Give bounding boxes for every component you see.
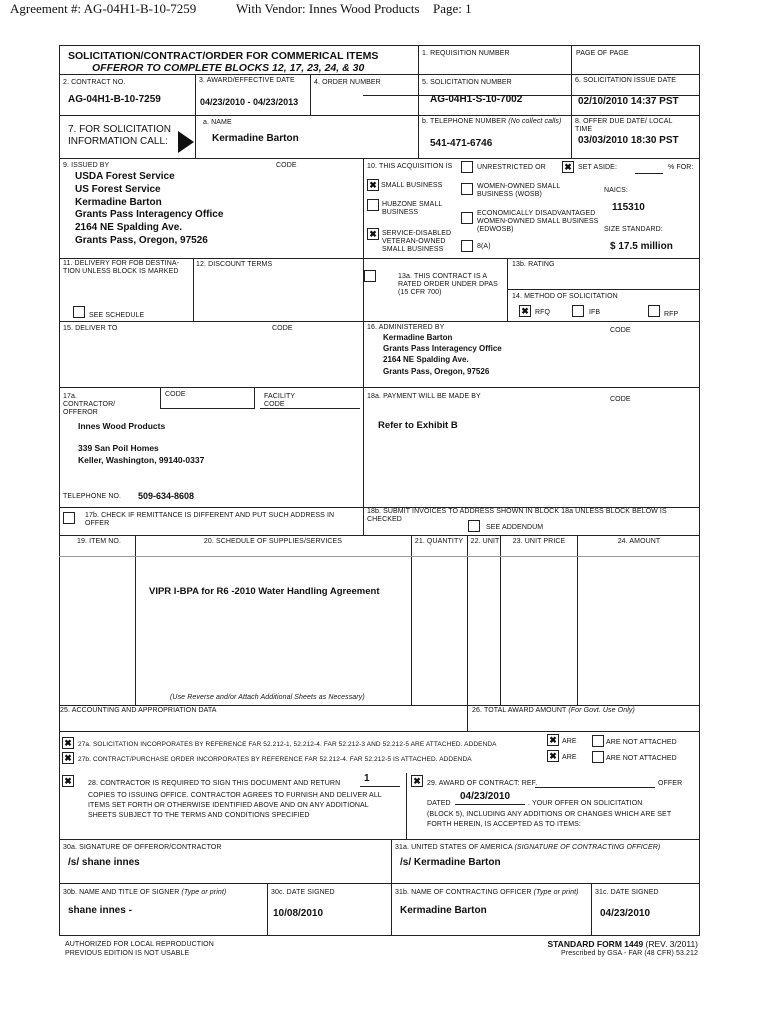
offer-accepted-text: . YOUR OFFER ON SOLICITATION [528,800,643,807]
unrestricted-checkbox[interactable] [461,161,473,173]
sdvosb-label: SERVICE-DISABLED VETERAN-OWNED SMALL BUSINESS [382,230,452,253]
percent-for-label: % FOR: [668,164,694,171]
27a-are-not-checkbox[interactable] [592,735,604,747]
naics-value: 115310 [612,202,645,213]
edwosb-label: ECONOMICALLY DISADVANTAGED WOMEN-OWNED SMALL BUSINESS (EDWOSB) [477,210,599,233]
accounting-data-label: 25. ACCOUNTING AND APPROPRIATION DATA [60,707,217,714]
award-date-value: 04/23/2010 - 04/23/2013 [200,97,299,107]
deliver-to-code-label: CODE [272,325,293,332]
order-number-label: 4. ORDER NUMBER [314,79,381,86]
rating-label: 13b. RATING [512,261,555,268]
contract-no-value: AG-04H1-B-10-7259 [68,94,161,105]
set-aside-label: SET ASIDE: [578,164,617,171]
total-award-label: 26. TOTAL AWARD AMOUNT (For Govt. Use Only) [472,707,635,714]
issue-date-label: 6. SOLICITATION ISSUE DATE [575,77,677,84]
agreement-number: Agreement #: AG-04H1-B-10-7259 [10,1,197,16]
issued-by-line: Kermadine Barton [75,197,162,208]
naics-label: NAICS: [604,187,628,194]
offer-due-label: 8. OFFER DUE DATE/ LOCAL TIME [575,118,673,133]
award-of-contract-label: 29. AWARD OF CONTRACT: REF. [427,780,538,787]
signer-name-label: 30b. NAME AND TITLE OF SIGNER (Type or print) [63,889,227,896]
copies-value: 1 [364,773,370,784]
date-signed-30c-label: 30c. DATE SIGNED [271,889,335,896]
facility-code-label: FACILITY CODE [264,393,296,408]
contractor-line: Keller, Washington, 99140-0337 [78,455,205,465]
27b-are-not-checkbox[interactable] [592,751,604,763]
contractor-label: 17a. CONTRACTOR/ OFFEROR [63,393,116,416]
sdvosb-checkbox[interactable]: ✖ [367,228,379,240]
remittance-checkbox[interactable] [63,512,75,524]
solicitation-info-label: 7. FOR SOLICITATION INFORMATION CALL: [68,124,171,147]
payment-code-label: CODE [610,396,631,403]
unit-header: 22. UNIT [470,538,500,545]
27b-are-checkbox[interactable]: ✖ [547,750,559,762]
method-of-solicitation-label: 14. METHOD OF SOLICITATION [512,293,618,300]
telephone-no-label: TELEPHONE NO. [63,493,122,500]
solicitation-number-label: 5. SOLICITATION NUMBER [422,79,512,86]
small-business-checkbox[interactable]: ✖ [367,179,379,191]
solicitation-number-value: AG-04H1-S-10-7002 [430,94,523,105]
payment-by-value: Refer to Exhibit B [378,420,458,431]
contractor-sign-text: COPIES TO ISSUING OFFICE. CONTRACTOR AGREES TO FURNISH AND DELIVER ALL ITEMS SET FORTH OR OTHERWISE IDENTIFIED ABOVE AND ON ANY ADDITIONAL SHEETS SUBJECT TO THE TERMS AND CONDITIONS SPECIFIED [88,792,382,819]
far-27a-label: 27a. SOLICITATION INCORPORATES BY REFERENCE FAR 52.212-1, 52.212-4. FAR 52.212-3 AND 52.212-5 ARE ATTACHED. ADDENDA [78,741,497,748]
telephone-value: 541-471-6746 [430,138,493,149]
rated-order-checkbox[interactable] [364,270,376,282]
ifb-label: IFB [589,309,601,316]
27a-are-not-label: ARE NOT ATTACHED [606,739,677,746]
delivery-fob-label: 11. DELIVERY FOR FOB DESTINA-TION UNLESS BLOCK IS MARKED [63,260,180,275]
issued-by-line: USDA Forest Service [75,171,175,182]
footer-prescribed: Prescribed by GSA - FAR (48 CFR) 53.212 [561,950,698,957]
administered-by-line: Kermadine Barton [383,333,453,342]
rfp-checkbox[interactable] [648,305,660,317]
issue-date-value: 02/10/2010 14:37 PST [578,96,679,107]
unrestricted-label: UNRESTRICTED OR [477,164,546,171]
offer-accepted-text-2: (BLOCK 5), INCLUDING ANY ADDITIONS OR CHANGES WHICH ARE SET FORTH HEREIN, IS ACCEPTED AS TO ITEMS: [427,811,672,828]
eight-a-label: 8(A) [477,243,491,250]
offer-due-value: 03/03/2010 18:30 PST [578,135,679,146]
usa-signature-value: /s/ Kermadine Barton [400,857,501,868]
form-title: SOLICITATION/CONTRACT/ORDER FOR COMMERICAL ITEMS [68,50,379,62]
acquisition-label: 10. THIS ACQUISITION IS [367,163,453,170]
see-addendum-label: SEE ADDENDUM [486,524,544,531]
award-checkbox[interactable]: ✖ [411,775,423,787]
hubzone-label: HUBZONE SMALL BUSINESS [382,201,443,216]
arrow-right-icon [178,131,194,153]
date-signed-31c-value: 04/23/2010 [600,908,651,919]
offeror-signature-value: /s/ shane innes [68,857,140,868]
contractor-code-box [160,388,255,409]
offeror-signature-label: 30a. SIGNATURE OF OFFEROR/CONTRACTOR [63,844,222,851]
far-27b-label: 27b. CONTRACT/PURCHASE ORDER INCORPORATES BY REFERENCE FAR 52.212-4. FAR 52.212-5 IS ATTACHED. ADDENDA [78,756,472,763]
vendor-name: With Vendor: Innes Wood Products [236,1,420,16]
requisition-number-label: 1. REQUISITION NUMBER [422,50,510,57]
contractor-line: Innes Wood Products [78,421,166,431]
rfq-label: RFQ [535,309,551,316]
small-business-label: SMALL BUSINESS [381,182,443,189]
amount-header: 24. AMOUNT [617,538,661,545]
submit-invoices-label: 18b. SUBMIT INVOICES TO ADDRESS SHOWN IN BLOCK 18a UNLESS BLOCK BELOW IS CHECKED [367,508,667,523]
footer-standard-form: STANDARD FORM 1449 (REV. 3/2011) [547,939,698,949]
issued-by-line: 2164 NE Spalding Ave. [75,222,183,233]
deliver-to-label: 15. DELIVER TO [63,325,118,332]
offer-label: OFFER [658,780,683,787]
wosb-label: WOMEN-OWNED SMALL BUSINESS (WOSB) [477,183,561,198]
award-date-label: 3. AWARD/EFFECTIVE DATE [199,77,295,84]
contracting-officer-name-value: Kermadine Barton [400,905,487,916]
usa-signature-label: 31a. UNITED STATES OF AMERICA (SIGNATURE OF CONTRACTING OFFICER) [395,844,661,851]
percent-field-line [635,173,663,174]
administered-by-line: Grants Pass, Oregon, 97526 [383,367,490,376]
contractor-code-label: CODE [165,391,186,398]
contract-no-label: 2. CONTRACT NO. [63,79,126,86]
contractor-sign-checkbox[interactable]: ✖ [62,775,74,787]
see-addendum-checkbox[interactable] [468,520,480,532]
ref-line [535,787,655,788]
rfp-label: RFP [664,311,679,318]
contracting-officer-name-label: 31b. NAME OF CONTRACTING OFFICER (Type or print) [395,889,579,896]
contact-name-value: Kermadine Barton [212,133,299,144]
27b-are-not-label: ARE NOT ATTACHED [606,755,677,762]
far-27a-checkbox[interactable]: ✖ [62,737,74,749]
payment-by-label: 18a. PAYMENT WILL BE MADE BY [367,393,481,400]
see-schedule-label: SEE SCHEDULE [89,312,145,319]
wosb-checkbox[interactable] [461,183,473,195]
item-description: VIPR I-BPA for R6 -2010 Water Handling Agreement [149,586,380,597]
far-27b-checkbox[interactable]: ✖ [62,752,74,764]
administered-by-line: 2164 NE Spalding Ave. [383,355,469,364]
discount-terms-label: 12. DISCOUNT TERMS [196,261,273,268]
administered-by-line: Grants Pass Interagency Office [383,344,502,353]
signer-name-value: shane innes - [68,905,132,916]
unit-price-header: 23. UNIT PRICE [512,538,566,545]
rfq-checkbox[interactable]: ✖ [519,305,531,317]
27a-are-checkbox[interactable]: ✖ [547,734,559,746]
rated-order-label: 13a. THIS CONTRACT IS A RATED ORDER UNDER DPAS (15 CFR 700) [398,273,498,296]
form-subtitle: OFFEROR TO COMPLETE BLOCKS 12, 17, 23, 24, & 30 [92,62,365,74]
reverse-note: (Use Reverse and/or Attach Additional Sheets as Necessary) [170,694,365,701]
see-schedule-checkbox[interactable] [73,306,85,318]
page-number: Page: 1 [433,1,472,16]
administered-code-label: CODE [610,327,631,334]
footer-authorized: AUTHORIZED FOR LOCAL REPRODUCTION [65,941,214,948]
dated-value: 04/23/2010 [460,791,511,802]
size-standard-label: SIZE STANDARD: [604,226,663,233]
27b-are-label: ARE [562,754,577,761]
telephone-label: b. TELEPHONE NUMBER (No collect calls) [422,118,562,125]
remittance-label: 17b. CHECK IF REMITTANCE IS DIFFERENT AND PUT SUCH ADDRESS IN OFFER [85,512,335,527]
quantity-header: 21. QUANTITY [414,538,464,545]
issued-by-line: US Forest Service [75,184,161,195]
facility-code-box [260,388,360,409]
item-no-header: 19. ITEM NO. [77,538,121,545]
telephone-no-value: 509-634-8608 [138,491,195,501]
contractor-line: 339 San Poil Homes [78,443,159,453]
size-standard-value: $ 17.5 million [610,241,673,252]
date-signed-31c-label: 31c. DATE SIGNED [595,889,659,896]
schedule-header: 20. SCHEDULE OF SUPPLIES/SERVICES [203,538,343,545]
issued-by-line: Grants Pass Interagency Office [75,209,224,220]
hubzone-checkbox[interactable] [367,199,379,211]
page-of-page-label: PAGE OF PAGE [576,50,629,57]
footer-previous-edition: PREVIOUS EDITION IS NOT USABLE [65,950,190,957]
issued-by-label: 9. ISSUED BY [63,162,110,169]
dated-label: DATED [427,800,451,807]
ifb-checkbox[interactable] [572,305,584,317]
administered-by-label: 16. ADMINISTERED BY [367,324,445,331]
issued-by-line: Grants Pass, Oregon, 97526 [75,235,208,246]
27a-are-label: ARE [562,738,577,745]
date-signed-30c-value: 10/08/2010 [273,908,324,919]
copies-line [360,786,400,787]
issued-by-code-label: CODE [276,162,297,169]
eight-a-checkbox[interactable] [461,240,473,252]
edwosb-checkbox[interactable] [461,212,473,224]
name-label: a. NAME [203,119,232,126]
contractor-sign-label: 28. CONTRACTOR IS REQUIRED TO SIGN THIS DOCUMENT AND RETURN [88,780,341,787]
dated-line [455,804,525,805]
set-aside-checkbox[interactable]: ✖ [562,161,574,173]
